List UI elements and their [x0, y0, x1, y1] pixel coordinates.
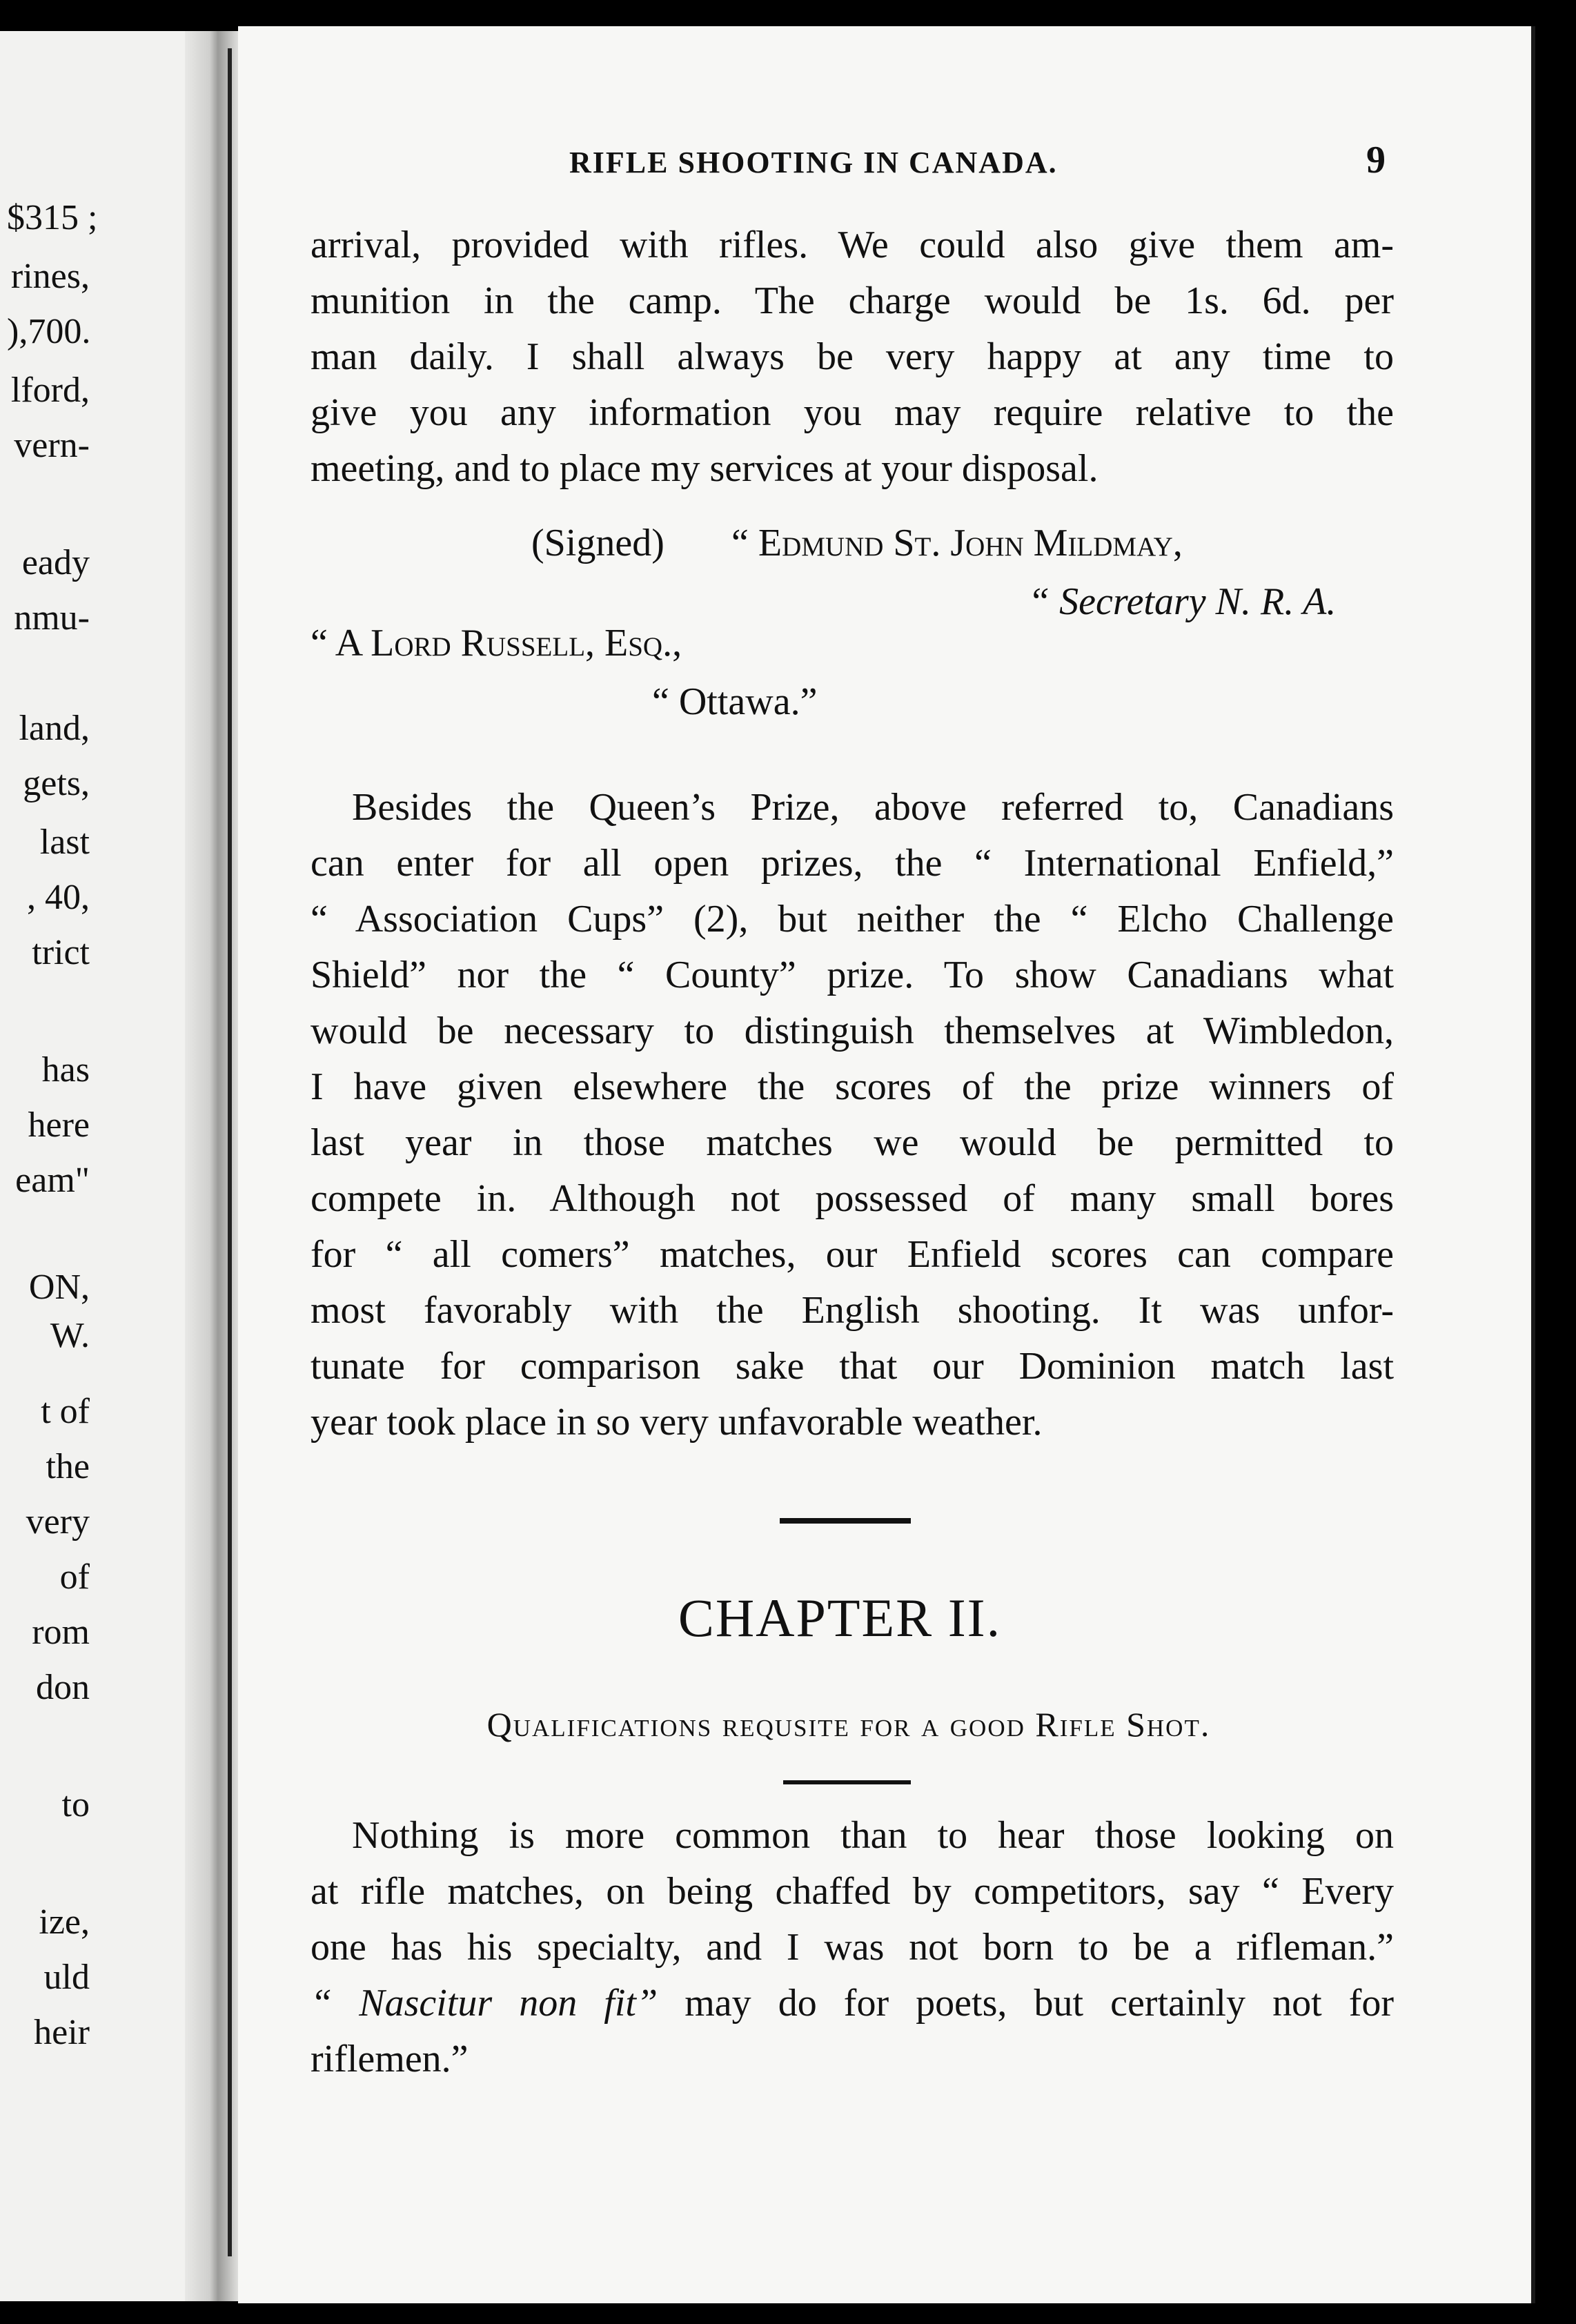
text-line: arrival, provided with rifles. We could also give them am- [311, 224, 1394, 266]
latin-quote: “ Nascitur non fit” [311, 1982, 658, 2025]
signatory-name: “ Edmund St. John Mildmay, [731, 522, 1183, 564]
facing-page-fragment: last [39, 823, 90, 862]
facing-page-fragment: ),700. [7, 312, 91, 351]
facing-page-fragment: heir [34, 2013, 90, 2052]
addressee-name: “ A Lord Russell, Esq., [311, 622, 682, 664]
text-line: at rifle matches, on being chaffed by competitors, say “ Every [311, 1870, 1394, 1913]
chapter-title: CHAPTER II. [678, 1588, 1002, 1648]
text-line: last year in those matches we would be permitted to [311, 1121, 1394, 1164]
text-line: riflemen.” [311, 2038, 469, 2080]
section-rule [783, 1780, 911, 1784]
text-line: Nothing is more common than to hear those looking on [352, 1814, 1394, 1857]
facing-page-fragment: the [46, 1447, 90, 1486]
facing-page-fragment: nmu- [14, 598, 90, 638]
text-line-rest: may do for poets, but certainly not for [684, 1982, 1395, 2025]
text-line: “ Association Cups” (2), but neither the “ Elcho Challenge [311, 898, 1394, 941]
facing-page-fragment: rom [32, 1613, 90, 1652]
facing-page-fragment: W. [50, 1316, 90, 1355]
facing-page-fragment: trict [32, 933, 90, 972]
page-number: 9 [1366, 139, 1386, 181]
facing-page-fragment: , 40, [27, 878, 90, 917]
facing-page-fragment: lford, [10, 371, 90, 410]
signed-label: (Signed) [531, 522, 664, 564]
facing-page-fragment: to [61, 1785, 90, 1824]
signatory-title: “ Secretary N. R. A. [1028, 580, 1337, 623]
text-line: give you any information you may require relative to the [311, 391, 1394, 434]
text-line: would be necessary to distinguish themselves at Wimbledon, [311, 1010, 1394, 1052]
text-line: meeting, and to place my services at your disposal. [311, 447, 1099, 490]
facing-page-fragment: land, [19, 709, 90, 748]
paragraph [311, 1808, 1394, 2087]
facing-page-fragment: rines, [10, 257, 90, 296]
facing-page-fragment: here [28, 1105, 90, 1145]
text-line: munition in the camp. The charge would be 1s. 6d. per [311, 279, 1394, 322]
facing-page-fragment: uld [43, 1958, 90, 1997]
text-line: Besides the Queen’s Prize, above referred to, Canadians [352, 786, 1394, 829]
gutter-shadow [228, 48, 232, 2256]
text-line: year took place in so very unfavorable weather. [311, 1401, 1043, 1444]
addressee-place: “ Ottawa.” [652, 680, 818, 723]
section-rule [780, 1518, 911, 1524]
facing-page-fragment: eady [21, 543, 90, 582]
facing-page-fragment: ize, [39, 1902, 90, 1942]
text-line: Shield” nor the “ County” prize. To show Canadians what [311, 954, 1394, 996]
text-line: for “ all comers” matches, our Enfield scores can compare [311, 1233, 1394, 1276]
facing-page-fragment: has [41, 1050, 90, 1090]
letter-text [311, 217, 1394, 497]
facing-page-fragment: don [36, 1668, 90, 1707]
facing-page-fragment: t of [41, 1392, 90, 1431]
text-line: compete in. Although not possessed of many small bores [311, 1177, 1394, 1220]
paragraph [311, 780, 1394, 1450]
facing-page-fragment: of [59, 1557, 90, 1597]
book-gutter [185, 31, 240, 2301]
running-head: RIFLE SHOOTING IN CANADA. [569, 146, 1058, 179]
facing-page-fragment: eam" [15, 1161, 90, 1200]
text-line: man daily. I shall always be very happy at any time to [311, 335, 1394, 378]
facing-page-fragment: $315 ; [7, 198, 98, 237]
facing-page-fragment: gets, [23, 764, 90, 803]
facing-page-fragment: ON, [28, 1268, 90, 1307]
text-line: one has his specialty, and I was not born to be a rifleman.” [311, 1926, 1394, 1969]
text-line: can enter for all open prizes, the “ International Enfield,” [311, 842, 1394, 885]
text-line: I have given elsewhere the scores of the prize winners of [311, 1065, 1394, 1108]
facing-page-fragment: vern- [14, 426, 90, 465]
chapter-subtitle: Qualifications requsite for a good Rifle Shot. [486, 1705, 1211, 1744]
text-line [311, 1976, 1394, 2031]
facing-page-fragment: very [26, 1502, 90, 1542]
text-line: tunate for comparison sake that our Dominion match last [311, 1345, 1394, 1388]
text-line: most favorably with the English shooting. It was unfor- [311, 1289, 1394, 1332]
